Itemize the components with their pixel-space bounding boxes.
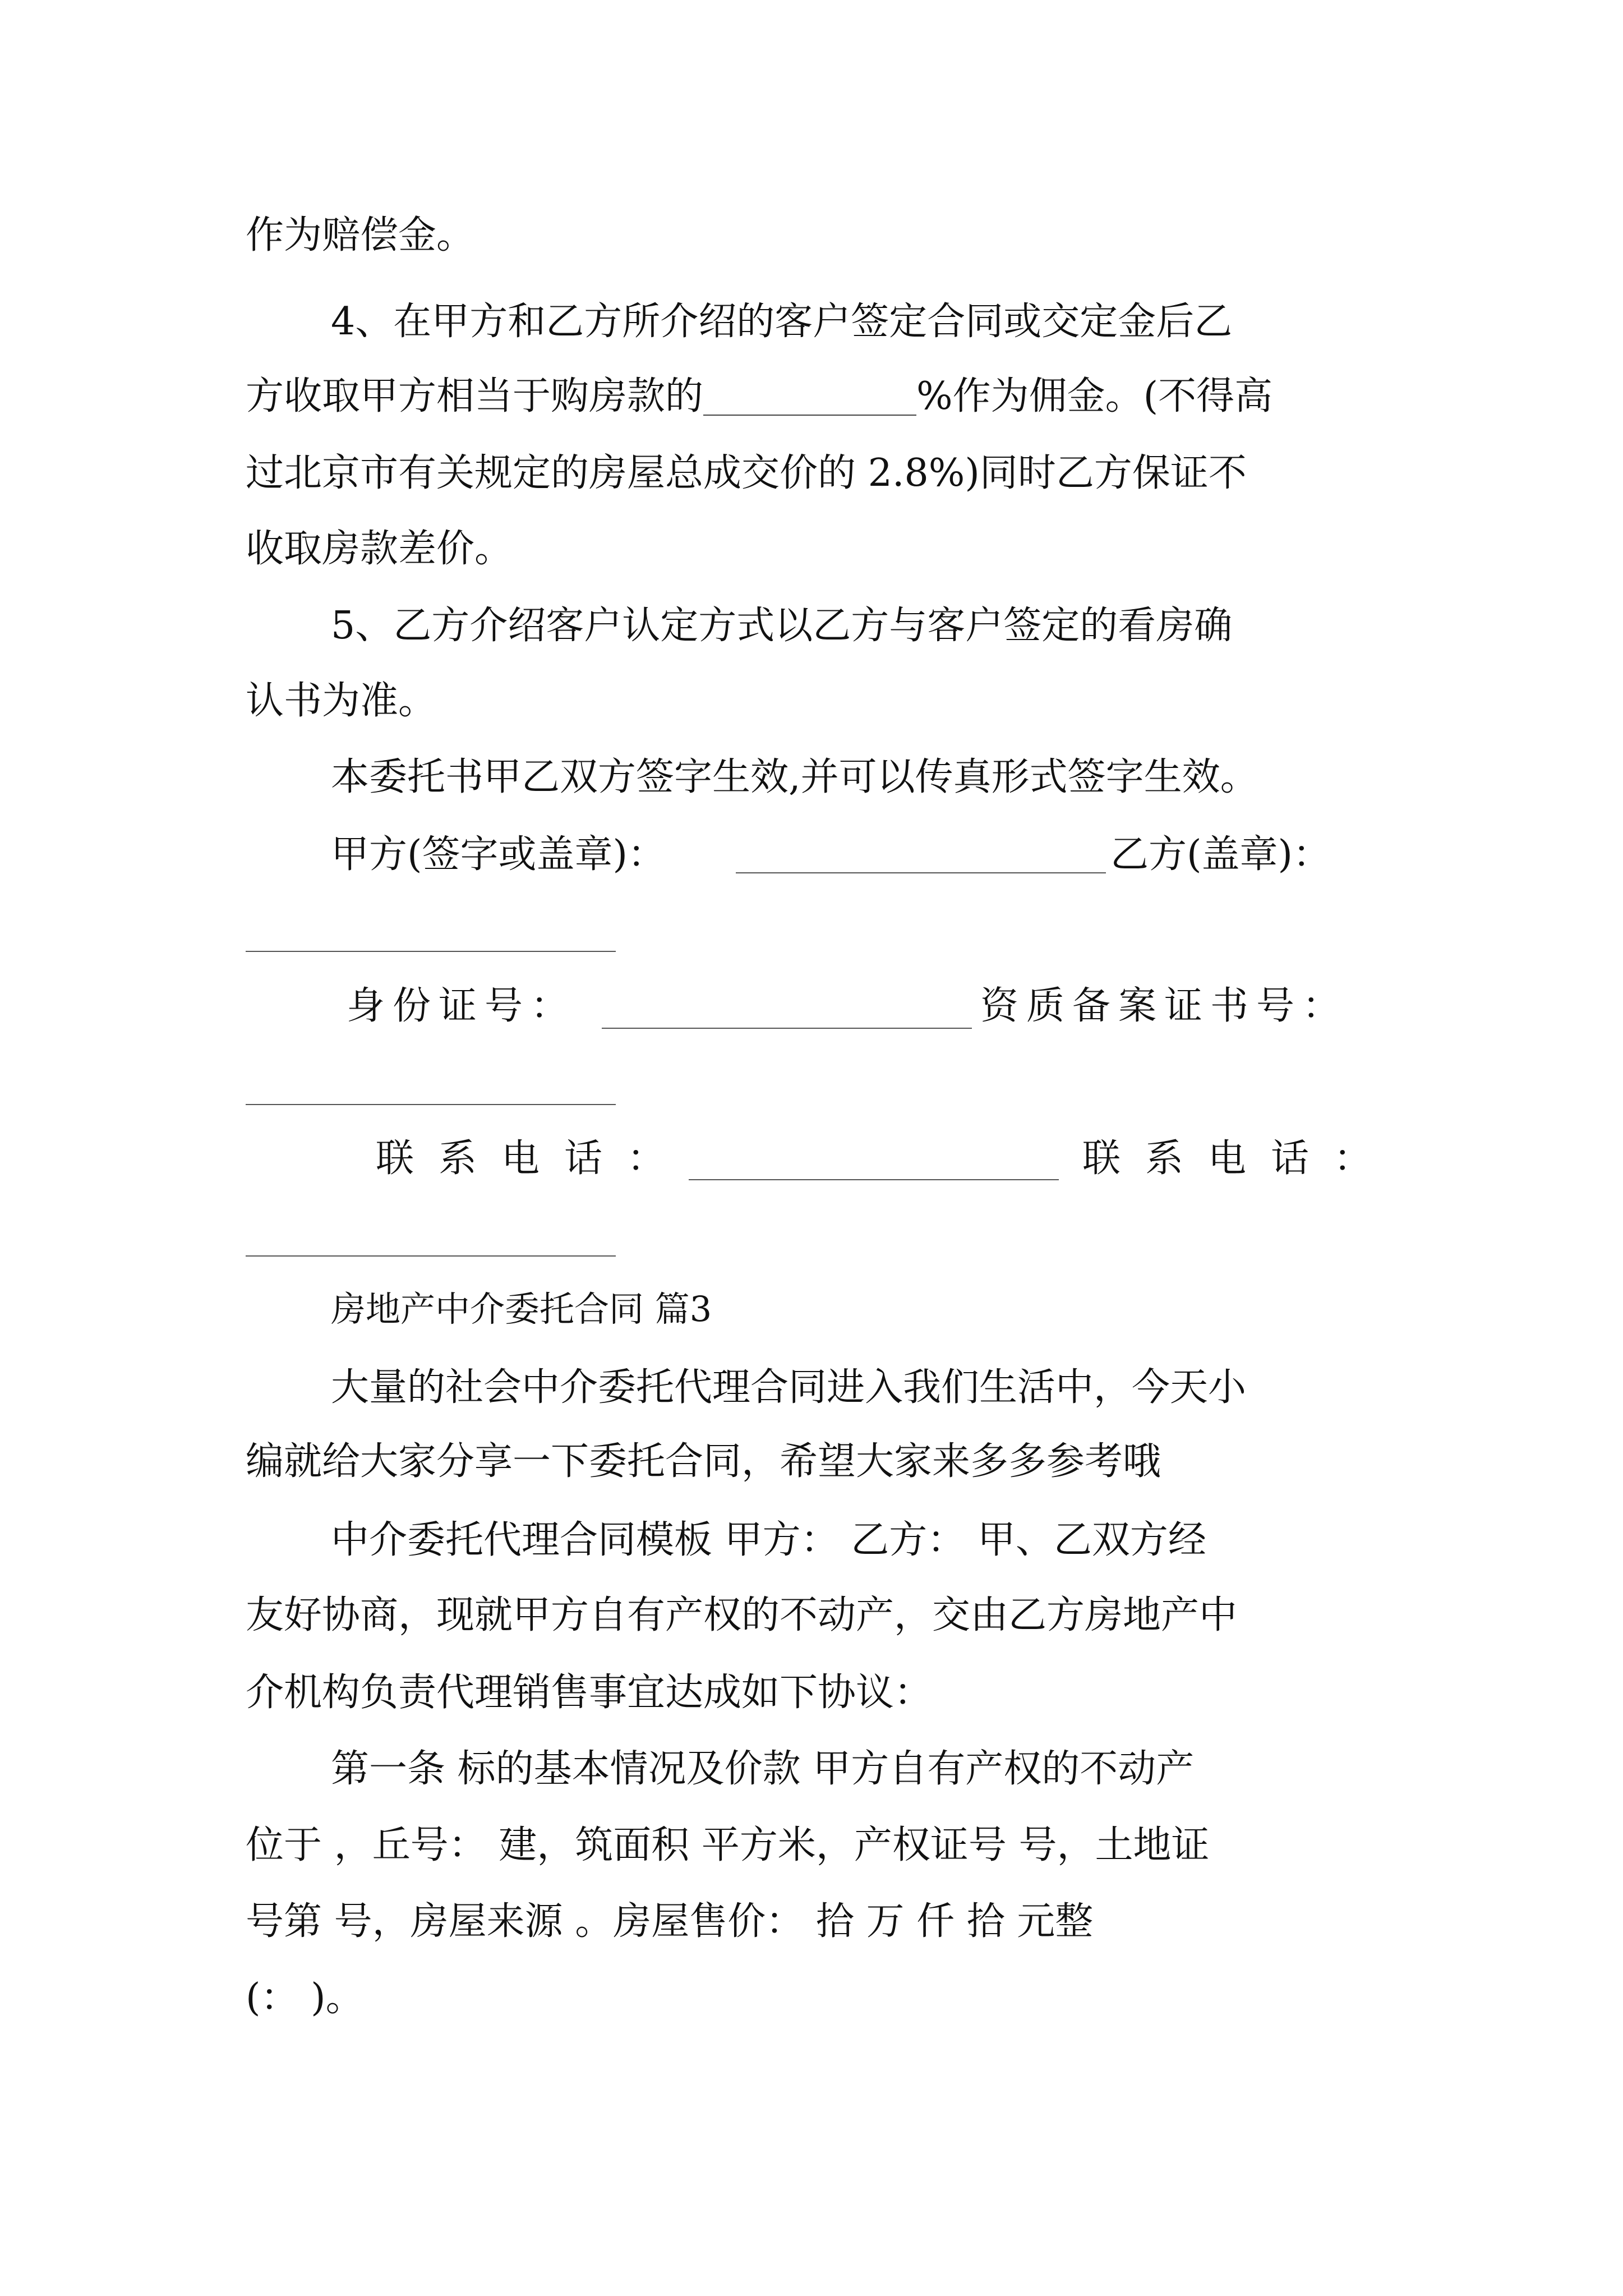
article-1-line-1: 第一条 标的基本情况及价款 甲方自有产权的不动产 bbox=[331, 1747, 1195, 1791]
party-b-phone-blank bbox=[246, 1255, 616, 1257]
article-1-line-2: 位于 ，丘号： 建，筑面积 平方米，产权证号 号，土地证 bbox=[246, 1823, 1210, 1867]
section-3-title: 房地产中介委托合同 篇3 bbox=[331, 1289, 712, 1329]
party-a-phone-blank bbox=[689, 1179, 1059, 1180]
section-3-intro-line-1: 大量的社会中介委托代理合同进入我们生活中，今天小 bbox=[331, 1365, 1247, 1410]
section-3-intro-line-2: 编就给大家分享一下委托合同，希望大家来多多参考哦 bbox=[246, 1439, 1161, 1484]
party-b-signature-blank bbox=[246, 951, 616, 952]
id-number-blank bbox=[602, 1028, 972, 1029]
party-a-label: 甲方(签字或盖章)： bbox=[331, 832, 666, 877]
party-a-phone-label: 联系电话： bbox=[376, 1137, 690, 1181]
clause-4-line-2 bbox=[246, 374, 1383, 418]
effect-statement: 本委托书甲乙双方签字生效,并可以传真形式签字生效。 bbox=[331, 755, 1258, 799]
qualification-number-label: 资质备案证书号： bbox=[980, 984, 1349, 1028]
article-1-line-4: (： )。 bbox=[246, 1976, 364, 2020]
clause-4-line-2-pre: 方收取甲方相当于购房款的 bbox=[246, 374, 704, 418]
section-3-para-1-line-2: 友好协商，现就甲方自有产权的不动产，交由乙方房地产中 bbox=[246, 1593, 1238, 1637]
clause-4-line-2-post: %作为佣金。(不得高 bbox=[916, 374, 1273, 418]
article-1-line-3: 号第 号，房屋来源 。房屋售价： 拾 万 仟 拾 元整 bbox=[246, 1899, 1094, 1944]
clause-4-line-1: 4、在甲方和乙方所介绍的客户签定合同或交定金后乙 bbox=[331, 300, 1233, 344]
clause-5-line-2: 认书为准。 bbox=[246, 679, 437, 723]
section-3-para-1-line-3: 介机构负责代理销售事宜达成如下协议： bbox=[246, 1671, 933, 1715]
party-b-phone-label: 联系电话： bbox=[1082, 1137, 1397, 1181]
section-3-para-1-line-1: 中介委托代理合同模板 甲方： 乙方： 甲、乙双方经 bbox=[331, 1518, 1206, 1562]
clause-3-tail: 作为赔偿金。 bbox=[246, 213, 475, 257]
clause-4-line-3: 过北京市有关规定的房屋总成交价的 2.8%)同时乙方保证不 bbox=[246, 451, 1247, 495]
clause-5-line-1: 5、乙方介绍客户认定方式以乙方与客户签定的看房确 bbox=[331, 604, 1233, 648]
party-b-label: 乙方(盖章)： bbox=[1110, 832, 1331, 877]
commission-percent-blank bbox=[703, 381, 916, 416]
clause-4-line-4: 收取房款差价。 bbox=[246, 527, 513, 571]
party-a-signature-blank bbox=[736, 872, 1106, 873]
qualification-number-blank bbox=[246, 1104, 616, 1105]
id-number-label: 身份证号： bbox=[347, 984, 577, 1028]
